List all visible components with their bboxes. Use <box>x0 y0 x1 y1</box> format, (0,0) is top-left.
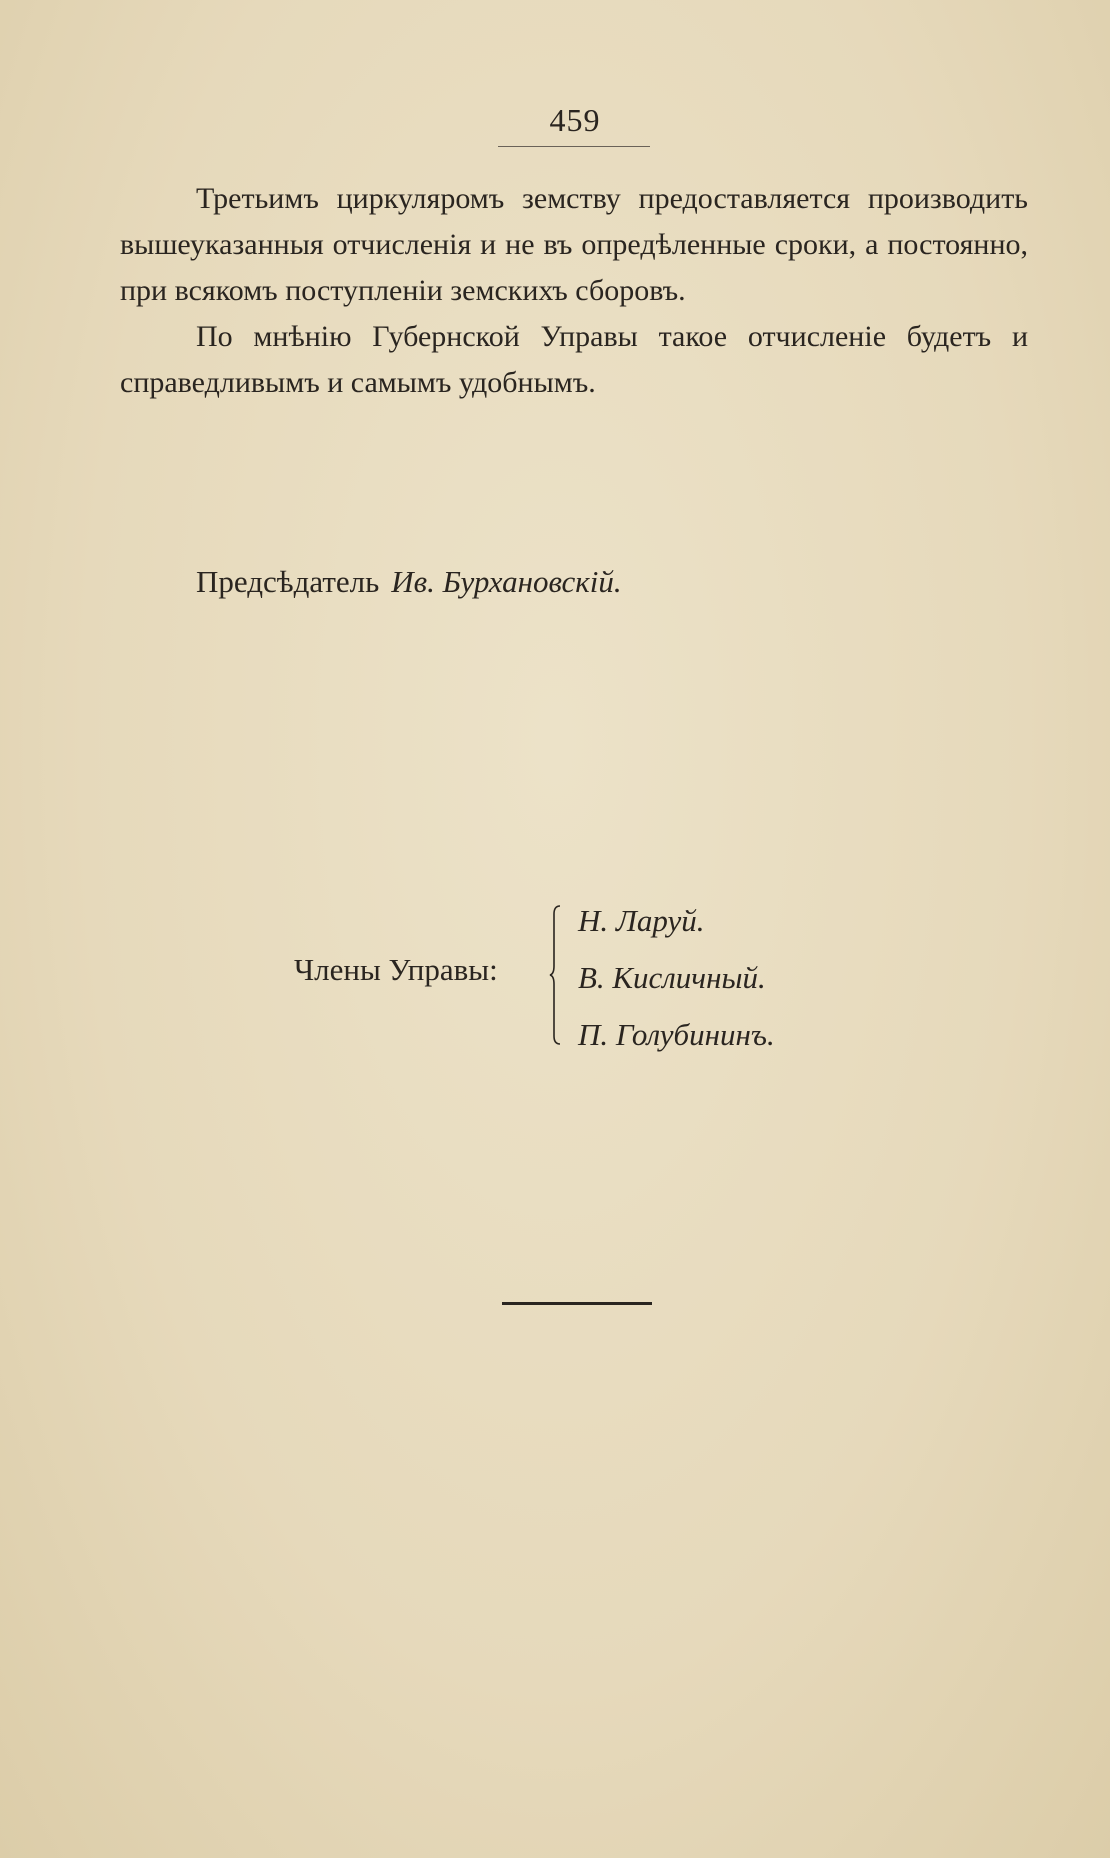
end-rule <box>502 1302 652 1305</box>
members-list <box>578 892 775 1063</box>
chairman-title: Предсѣдатель <box>196 564 380 599</box>
members-label: Члены Управы: <box>294 952 498 987</box>
chairman-name: Ив. Бурхановскій. <box>391 564 622 599</box>
member-name: П. Голубининъ. <box>578 1017 775 1052</box>
page-number-rule <box>498 146 650 147</box>
paragraph: По мнѣнію Губернской Управы такое отчисленіе будетъ и справедливымъ и самымъ удобнымъ. <box>120 320 1028 399</box>
curly-brace-icon <box>548 904 564 1046</box>
chairman-signature <box>196 564 622 600</box>
paragraph: Третьимъ циркуляромъ земству предоставляется производить вышеуказанныя отчисленія и не въ опредѣленные сроки, а постоянно, при всякомъ поступленіи земскихъ сборовъ. <box>120 182 1028 307</box>
member-name: Н. Ларуй. <box>578 903 705 938</box>
page-number: 459 <box>549 102 601 138</box>
member-name: В. Кисличный. <box>578 960 766 995</box>
body-text <box>120 176 1028 406</box>
